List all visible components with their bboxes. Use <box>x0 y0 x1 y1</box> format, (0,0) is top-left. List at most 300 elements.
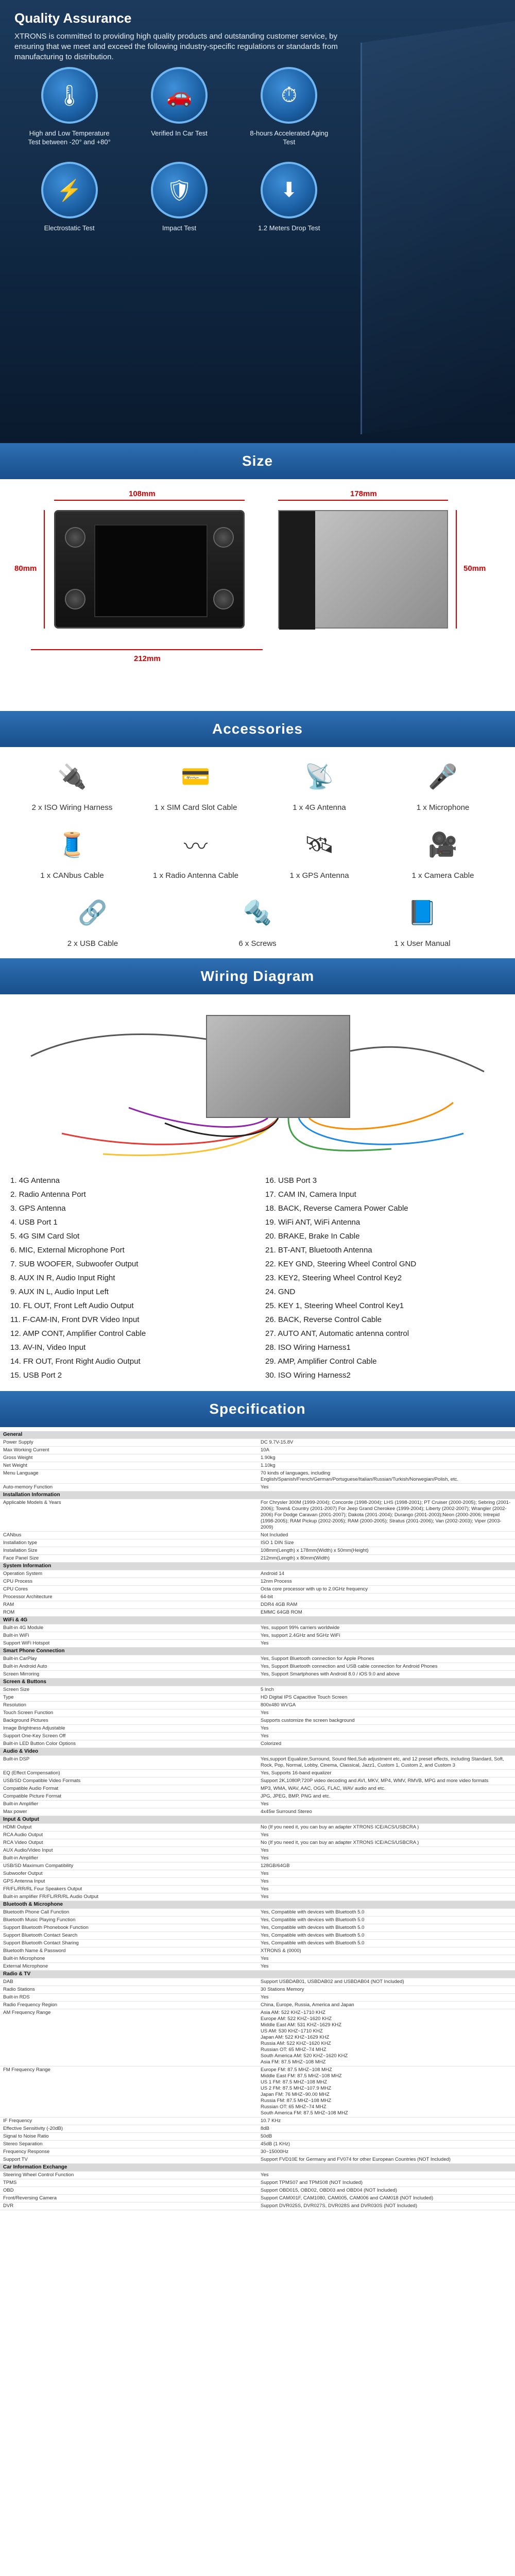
spec-row <box>0 1601 515 1609</box>
spec-value <box>258 1655 515 1663</box>
accessory-item <box>384 820 502 888</box>
spec-value <box>258 1955 515 1963</box>
accessory-item <box>260 752 379 820</box>
accessories-banner <box>0 711 515 747</box>
spec-key: AM Frequency Range <box>0 2009 258 2066</box>
accessory-item <box>260 820 379 888</box>
spec-row <box>0 2141 515 2148</box>
spec-value-text: Yes, Compatible with devices with Bluetooth 5.0 <box>261 1917 365 1923</box>
spec-value-text: Yes <box>261 1956 269 1961</box>
spec-value-text: Yes <box>261 1878 269 1884</box>
spec-row <box>0 1777 515 1785</box>
spec-value-text: Yes <box>261 1871 269 1876</box>
wiring-port-item: 22. KEY GND, Steering Wheel Control GND <box>265 1260 417 1268</box>
wiring-title: Wiring Diagram <box>200 968 315 984</box>
spec-value <box>258 1462 515 1470</box>
wiring-port-item: 15. USB Port 2 <box>10 1371 62 1380</box>
spec-section-title: System Information <box>0 1563 515 1570</box>
spec-value-text: 4x45w Surround Stereo <box>261 1809 312 1815</box>
spec-value <box>258 1447 515 1454</box>
thermometer-icon: 🌡 <box>41 67 98 124</box>
spec-key: Radio Stations <box>0 1986 258 1994</box>
spec-row <box>0 1439 515 1447</box>
spec-value-text: Yes, support 99% carriers worldwide <box>261 1625 340 1631</box>
spec-key: Support One-Key Screen Off <box>0 1733 258 1740</box>
qa-test-label: Impact Test <box>162 224 197 232</box>
spec-row <box>0 1770 515 1777</box>
accessories-row <box>10 888 505 956</box>
spec-key: Built-in LED Button Color Options <box>0 1740 258 1748</box>
dim-label-diagonal: 212mm <box>134 654 161 663</box>
spec-value <box>258 1609 515 1617</box>
accessory-name: 1 x SIM Card Slot Cable <box>154 803 237 812</box>
spec-value <box>258 1824 515 1832</box>
spec-value-text: Support CAM001F, CAM1080, CAM005, CAM006 and CAM018 (NOT Included) <box>261 2195 434 2201</box>
spec-key: Gross Weight <box>0 1454 258 1462</box>
accessory-name: 6 x Screws <box>238 939 277 948</box>
spec-row <box>0 1847 515 1855</box>
spec-row <box>0 2179 515 2187</box>
spec-key: Built-in Microphone <box>0 1955 258 1963</box>
accessory-item <box>33 888 152 956</box>
spec-key: Operation System <box>0 1570 258 1578</box>
spec-value <box>258 2141 515 2148</box>
wiring-port-item: 3. GPS Antenna <box>10 1204 66 1213</box>
spec-key: FR/FL/RR/RL Four Speakers Output <box>0 1886 258 1893</box>
spec-row <box>0 1663 515 1671</box>
spec-row <box>0 1555 515 1563</box>
spec-value <box>258 1586 515 1594</box>
spec-row <box>0 1740 515 1748</box>
spec-row <box>0 1671 515 1679</box>
spec-value-text: ISO 1 DIN Size <box>261 1540 294 1546</box>
spec-value <box>258 1702 515 1709</box>
drop-icon: ⬇ <box>261 162 317 218</box>
qa-test-impact <box>124 162 234 232</box>
spec-value-text: Yes <box>261 1894 269 1900</box>
spec-row <box>0 2009 515 2066</box>
head-unit-front-view <box>54 510 245 629</box>
accessory-name: 2 x ISO Wiring Harness <box>31 803 113 812</box>
spec-value <box>258 2002 515 2009</box>
spec-value-text: Asia AM: 522 KHZ~1710 KHZ Europe AM: 522 KHZ~1620 KHZ Middle East AM: 531 KHZ~1629 KHZ US AM: 530 KHZ~1710 KHZ Japan AM: 522 KHZ~1629 KHZ Russia AM: 522 KHZ~1620 KHZ Russian OT: 65 MHZ~74 MHZ South America AM: 520 KHZ~1620 KHZ Asia FM: 87.5 MHZ~108 MHZ <box>261 2010 348 2065</box>
spec-value <box>258 1924 515 1932</box>
spec-value-text: 30~15000Hz <box>261 2149 289 2155</box>
spec-value-text: Yes, Support Bluetooth connection and USB cable connection for Android Phones <box>261 1664 438 1669</box>
spec-row <box>0 1499 515 1532</box>
spec-value <box>258 1839 515 1847</box>
spec-row <box>0 1694 515 1702</box>
spec-value <box>258 1978 515 1986</box>
spec-row <box>0 1470 515 1484</box>
spec-key: Installation Size <box>0 1547 258 1555</box>
spec-key: Built-in Android Auto <box>0 1663 258 1671</box>
spec-key: Touch Screen Function <box>0 1709 258 1717</box>
spec-value <box>258 1785 515 1793</box>
spec-value-text: Yes <box>261 1832 269 1838</box>
spec-value-text: MP3, WMA, WAV, AAC, OGG, FLAC, WAV audio and etc. <box>261 1786 386 1791</box>
wiring-port-item: 16. USB Port 3 <box>265 1176 317 1185</box>
spec-value <box>258 1640 515 1648</box>
spec-value <box>258 1539 515 1547</box>
size-section <box>0 479 515 711</box>
spec-value-text: Support 2K,1080P,720P video decoding and AVI, MKV, MP4, WMV, RMVB, MPG and more video formats <box>261 1778 489 1784</box>
wiring-port-item: 20. BRAKE, Brake In Cable <box>265 1232 360 1241</box>
accessory-name: 1 x Radio Antenna Cable <box>153 871 238 880</box>
spec-value <box>258 1601 515 1609</box>
spec-value-text: Yes <box>261 1855 269 1861</box>
spec-key: FM Frequency Range <box>0 2066 258 2117</box>
qa-test-label: Electrostatic Test <box>44 224 95 232</box>
spec-key: Support Bluetooth Contact Search <box>0 1932 258 1940</box>
dim-line-side-height <box>456 510 457 629</box>
wiring-port-item: 11. F-CAM-IN, Front DVR Video Input <box>10 1315 140 1324</box>
spec-value <box>258 1717 515 1725</box>
manual-icon: 📘 <box>407 899 437 926</box>
spec-value <box>258 1847 515 1855</box>
spec-key: Stereo Separation <box>0 2141 258 2148</box>
specification-section <box>0 1427 515 2210</box>
wiring-port-item: 9. AUX IN L, Audio Input Left <box>10 1287 109 1296</box>
spec-value <box>258 1594 515 1601</box>
spec-row <box>0 1986 515 1994</box>
spec-value-text: No (If you need it, you can buy an adapter XTRONS ICE/ACS/USBCRA ) <box>261 1840 419 1845</box>
microphone-icon: 🎤 <box>428 763 458 790</box>
qa-tests-grid <box>14 67 344 232</box>
spec-value-text: Yes <box>261 1801 269 1807</box>
spec-key: Net Weight <box>0 1462 258 1470</box>
spec-row <box>0 1484 515 1492</box>
wiring-port-item: 8. AUX IN R, Audio Input Right <box>10 1274 115 1282</box>
usb-cable-icon: 🔗 <box>78 899 108 926</box>
spec-value <box>258 1986 515 1994</box>
lightning-icon: ⚡ <box>41 162 98 218</box>
wiring-port-item: 1. 4G Antenna <box>10 1176 60 1185</box>
spec-section-header <box>0 1617 515 1624</box>
spec-row <box>0 1756 515 1770</box>
spec-key: Resolution <box>0 1702 258 1709</box>
spec-value <box>258 1532 515 1539</box>
wiring-port-item: 5. 4G SIM Card Slot <box>10 1232 80 1241</box>
spec-row <box>0 1578 515 1586</box>
spec-value <box>258 1886 515 1893</box>
spec-value-text: Yes <box>261 1848 269 1853</box>
spec-key: Built-in RDS <box>0 1994 258 2002</box>
spec-row <box>0 1839 515 1847</box>
spec-row <box>0 1624 515 1632</box>
spec-key: Support TV <box>0 2156 258 2164</box>
antenna-icon: 📡 <box>304 763 334 790</box>
wiring-port-item: 23. KEY2, Steering Wheel Control Key2 <box>265 1274 402 1282</box>
spec-value <box>258 1624 515 1632</box>
spec-key: GPS Antenna Input <box>0 1878 258 1886</box>
screws-icon: 🔩 <box>243 899 272 926</box>
qa-test-label: High and Low Temperature Test between -20° and +80° <box>28 129 111 146</box>
dim-line-front-width <box>54 500 245 501</box>
spec-key: RAM <box>0 1601 258 1609</box>
spec-key: EQ (Effect Compensation) <box>0 1770 258 1777</box>
volume-knob <box>65 527 85 548</box>
spec-value-text: Octa core processor with up to 2.0GHz frequency <box>261 1586 368 1592</box>
spec-key: Power Supply <box>0 1439 258 1447</box>
spec-section-header <box>0 1648 515 1655</box>
spec-key: Compatible Picture Format <box>0 1793 258 1801</box>
spec-value <box>258 2125 515 2133</box>
qa-test-drop <box>234 162 344 232</box>
spec-value-text: 5 Inch <box>261 1687 274 1692</box>
spec-row <box>0 1917 515 1924</box>
accessory-name: 2 x USB Cable <box>67 939 118 948</box>
spec-value-text: For Chrysler 300M (1999-2004); Concorde (1998-2004); LHS (1998-2001); PT Cruiser (2000-2005); Sebring (2001-2006); Town& Country (2001-2007) For Jeep Grand Cherokee (1999-2004); Liberty (2002-2007); Wrangler (2002-2006) For Dodge Caravan (2001-2007); Dakota (2001-2004); Durango (2001-2003);Neon (2000-2006; Intrepid (1998-2005); RAM Pickup (2002-2005); RAM (2000-2005); Stratus (2001-2006); Van (2002-2003); Viper (2003-2009) <box>261 1500 511 1530</box>
spec-value-text: HD Digital IPS Capacitive Touch Screen <box>261 1694 348 1700</box>
spec-value-text: Yes <box>261 1484 269 1490</box>
wiring-port-item: 6. MIC, External Microphone Port <box>10 1246 125 1255</box>
spec-value <box>258 1862 515 1870</box>
spec-key: Built-in CarPlay <box>0 1655 258 1663</box>
wiring-port-item: 2. Radio Antenna Port <box>10 1190 86 1199</box>
spec-value <box>258 1709 515 1717</box>
spec-value <box>258 1909 515 1917</box>
spec-key: Menu Language <box>0 1470 258 1484</box>
spec-value-text: Yes, Supports 16-band equalizer <box>261 1770 332 1776</box>
spec-value-text: 45dB (1 KHz) <box>261 2141 290 2147</box>
spec-value-text: Support USBDAB01, USBDAB02 and USBDAB04 (NOT Included) <box>261 1979 404 1985</box>
spec-value <box>258 1733 515 1740</box>
spec-key: Signal to Noise Ratio <box>0 2133 258 2141</box>
spec-key: Type <box>0 1694 258 1702</box>
accessory-item <box>136 820 255 888</box>
spec-value <box>258 1855 515 1862</box>
accessory-name: 1 x GPS Antenna <box>289 871 349 880</box>
spec-key: Frequency Response <box>0 2148 258 2156</box>
spec-value-text: Supports customize the screen background <box>261 1718 355 1723</box>
spec-key: Auto-memory Function <box>0 1484 258 1492</box>
spec-row <box>0 1609 515 1617</box>
spec-key: Max Working Current <box>0 1447 258 1454</box>
spec-key: Built-in amplifier FR/FL/RR/RL Audio Output <box>0 1893 258 1901</box>
spec-key: Support Bluetooth Contact Sharing <box>0 1940 258 1947</box>
spec-row <box>0 2117 515 2125</box>
wiring-port-item: 13. AV-IN, Video Input <box>10 1343 86 1352</box>
gps-antenna-icon: 🛰 <box>304 831 335 858</box>
spec-value-text: DDR4 4GB RAM <box>261 1602 298 1607</box>
spec-key: Image Brightness Adjustable <box>0 1725 258 1733</box>
spec-row <box>0 1893 515 1901</box>
dim-line-diagonal <box>31 649 263 650</box>
spec-key: Steering Wheel Control Function <box>0 2172 258 2179</box>
head-unit-side-view <box>278 510 448 629</box>
spec-row <box>0 1878 515 1886</box>
spec-value-text: DC 9.7V-15.8V <box>261 1439 294 1445</box>
spec-key: IF Frequency <box>0 2117 258 2125</box>
accessory-name: 1 x 4G Antenna <box>293 803 346 812</box>
spec-row <box>0 1586 515 1594</box>
spec-row <box>0 2125 515 2133</box>
spec-value <box>258 1632 515 1640</box>
spec-value-text: 800x480 WVGA <box>261 1702 296 1708</box>
spec-section-title: WiFi & 4G <box>0 1617 515 1624</box>
dim-line-front-height <box>44 510 45 629</box>
spec-value <box>258 1671 515 1679</box>
spec-section-title: Input & Output <box>0 1816 515 1824</box>
spec-key: Built-in Amplifier <box>0 1855 258 1862</box>
spec-section-header <box>0 1563 515 1570</box>
radio-cable-icon: 〰 <box>184 833 208 860</box>
spec-row <box>0 1594 515 1601</box>
spec-value-text: Yes <box>261 1710 269 1716</box>
spec-value <box>258 1439 515 1447</box>
accessory-name: 1 x Camera Cable <box>411 871 474 880</box>
spec-value-text: Yes, Compatible with devices with Bluetooth 5.0 <box>261 1925 365 1930</box>
tune-knob <box>65 589 85 609</box>
accessory-name: 1 x User Manual <box>394 939 451 948</box>
accessories-section <box>0 747 515 958</box>
spec-section-title: Bluetooth & Microphone <box>0 1901 515 1909</box>
qa-test-electrostatic <box>14 162 124 232</box>
spec-value-text: Europe FM: 87.5 MHZ~108 MHZ Middle East FM: 87.5 MHZ~108 MHZ US 1 FM: 87.5 MHZ~108 MHZ US 2 FM: 87.5 MHZ~107.9 MHZ Japan FM: 76 MHZ~90.00 MHZ Russia FM: 87.5 MHZ~108 MHZ Russian OT: 65 MHZ~74 MHZ South America FM: 87.5 MHZ~108 MHZ <box>261 2067 348 2116</box>
spec-value <box>258 1484 515 1492</box>
spec-key: Bluetooth Phone Call Function <box>0 1909 258 1917</box>
spec-key: Applicable Models & Years <box>0 1499 258 1532</box>
spec-key: RCA Video Output <box>0 1839 258 1847</box>
dim-label-depth: 178mm <box>350 489 377 498</box>
spec-row <box>0 1855 515 1862</box>
spec-value <box>258 2009 515 2066</box>
spec-row <box>0 1947 515 1955</box>
spec-row <box>0 1801 515 1808</box>
clock-icon: ⏱ <box>261 67 317 124</box>
spec-value-text: Yes, Support Bluetooth connection for Apple Phones <box>261 1656 374 1662</box>
spec-value-text: 30 Stations Memory <box>261 1987 304 1992</box>
spec-section-header <box>0 1901 515 1909</box>
spec-key: Processor Architecture <box>0 1594 258 1601</box>
spec-key: Radio Frequency Region <box>0 2002 258 2009</box>
spec-key: Screen Size <box>0 1686 258 1694</box>
spec-value <box>258 2148 515 2156</box>
spec-row <box>0 1725 515 1733</box>
dim-label-side-height: 50mm <box>464 564 486 573</box>
accessories-row <box>10 752 505 820</box>
spec-value-text: 212mm(Length) x 80mm(Width) <box>261 1555 330 1561</box>
spec-row <box>0 1547 515 1555</box>
qa-test-temperature <box>14 67 124 146</box>
spec-key: Effective Sensitivity (-20dB) <box>0 2125 258 2133</box>
qa-intro: XTRONS is committed to providing high quality products and outstanding customer service, by ensuring that we meet and exceed the following industry-specific regulations or standards from manufacturing to distribution. <box>14 32 338 61</box>
spec-value-text: Yes <box>261 1640 269 1646</box>
spec-key: DVR <box>0 2202 258 2210</box>
spec-value-text: Support OBD015, OBD02, OBD03 and OBD04 (NOT Included) <box>261 2188 397 2193</box>
wiring-section <box>0 994 515 1391</box>
quality-assurance-section <box>0 0 515 443</box>
specification-title: Specification <box>209 1401 306 1417</box>
spec-row <box>0 2195 515 2202</box>
spec-value <box>258 1454 515 1462</box>
spec-value-text: 50dB <box>261 2133 272 2139</box>
spec-key: Subwoofer Output <box>0 1870 258 1878</box>
spec-key: Installation type <box>0 1539 258 1547</box>
spec-row <box>0 1940 515 1947</box>
spec-value <box>258 1725 515 1733</box>
wiring-banner <box>0 958 515 994</box>
shield-icon: 🛡 <box>151 162 208 218</box>
spec-row <box>0 1454 515 1462</box>
decorative-device-graphic <box>360 19 515 434</box>
spec-value <box>258 1555 515 1563</box>
head-unit-rear-view <box>206 1015 350 1118</box>
spec-value <box>258 2156 515 2164</box>
spec-value-text: Yes <box>261 1994 269 2000</box>
spec-value-text: Support TPMS07 and TPMS08 (NOT Included) <box>261 2180 363 2185</box>
dim-label-front-height: 80mm <box>14 564 37 573</box>
spec-section-title: Installation Information <box>0 1492 515 1499</box>
wiring-port-item: 29. AMP, Amplifier Control Cable <box>265 1357 377 1366</box>
wiring-diagram-image <box>0 999 515 1164</box>
spec-value <box>258 2179 515 2187</box>
specification-table-body <box>0 1431 515 2210</box>
spec-section-title: Smart Phone Connection <box>0 1648 515 1655</box>
spec-row <box>0 1733 515 1740</box>
spec-row <box>0 1924 515 1932</box>
spec-key: OBD <box>0 2187 258 2195</box>
spec-value <box>258 1470 515 1484</box>
dim-label-front-width: 108mm <box>129 489 156 498</box>
spec-value <box>258 1578 515 1586</box>
wiring-port-item: 27. AUTO ANT, Automatic antenna control <box>265 1329 409 1338</box>
spec-value-text: 1.10kg <box>261 1463 276 1468</box>
spec-value-text: 8dB <box>261 2126 269 2131</box>
spec-row <box>0 1462 515 1470</box>
wiring-harness-icon: 🔌 <box>57 763 87 790</box>
spec-value-text: 10.7 KHz <box>261 2118 281 2124</box>
spec-row <box>0 2172 515 2179</box>
spec-value <box>258 1994 515 2002</box>
wiring-port-item: 19. WiFi ANT, WiFi Antenna <box>265 1218 360 1227</box>
wiring-port-item: 21. BT-ANT, Bluetooth Antenna <box>265 1246 372 1255</box>
accessory-item <box>13 820 131 888</box>
spec-section-header <box>0 1748 515 1756</box>
size-title: Size <box>242 453 273 469</box>
wiring-port-item: 4. USB Port 1 <box>10 1218 58 1227</box>
spec-value-text: Support DVR025S, DVR027S, DVR028S and DVR030S (NOT Included) <box>261 2203 417 2209</box>
spec-value <box>258 1893 515 1901</box>
spec-key: Compatible Audio Format <box>0 1785 258 1793</box>
spec-value-text: Yes <box>261 1886 269 1892</box>
spec-row <box>0 1994 515 2002</box>
spec-value <box>258 1940 515 1947</box>
spec-key: RCA Audio Output <box>0 1832 258 1839</box>
spec-value <box>258 1770 515 1777</box>
spec-key: External Microphone <box>0 1963 258 1971</box>
accessory-item <box>363 888 482 956</box>
spec-row <box>0 1793 515 1801</box>
wiring-port-item: 18. BACK, Reverse Camera Power Cable <box>265 1204 408 1213</box>
spec-row <box>0 1832 515 1839</box>
spec-row <box>0 1447 515 1454</box>
spec-value <box>258 1870 515 1878</box>
wiring-port-item: 24. GND <box>265 1287 296 1296</box>
spec-section-title: Audio & Video <box>0 1748 515 1756</box>
spec-key: TPMS <box>0 2179 258 2187</box>
spec-key: Built-in DSP <box>0 1756 258 1770</box>
spec-key: CPU Process <box>0 1578 258 1586</box>
head-unit-screen <box>94 524 208 617</box>
spec-value-text: 10A <box>261 1447 269 1453</box>
spec-value-text: Yes <box>261 2172 269 2178</box>
canbus-cable-icon: 🧵 <box>57 831 87 858</box>
qa-test-label: 8-hours Accelerated Aging Test <box>250 129 329 146</box>
spec-value <box>258 1808 515 1816</box>
spec-value-text: Not Included <box>261 1532 288 1538</box>
